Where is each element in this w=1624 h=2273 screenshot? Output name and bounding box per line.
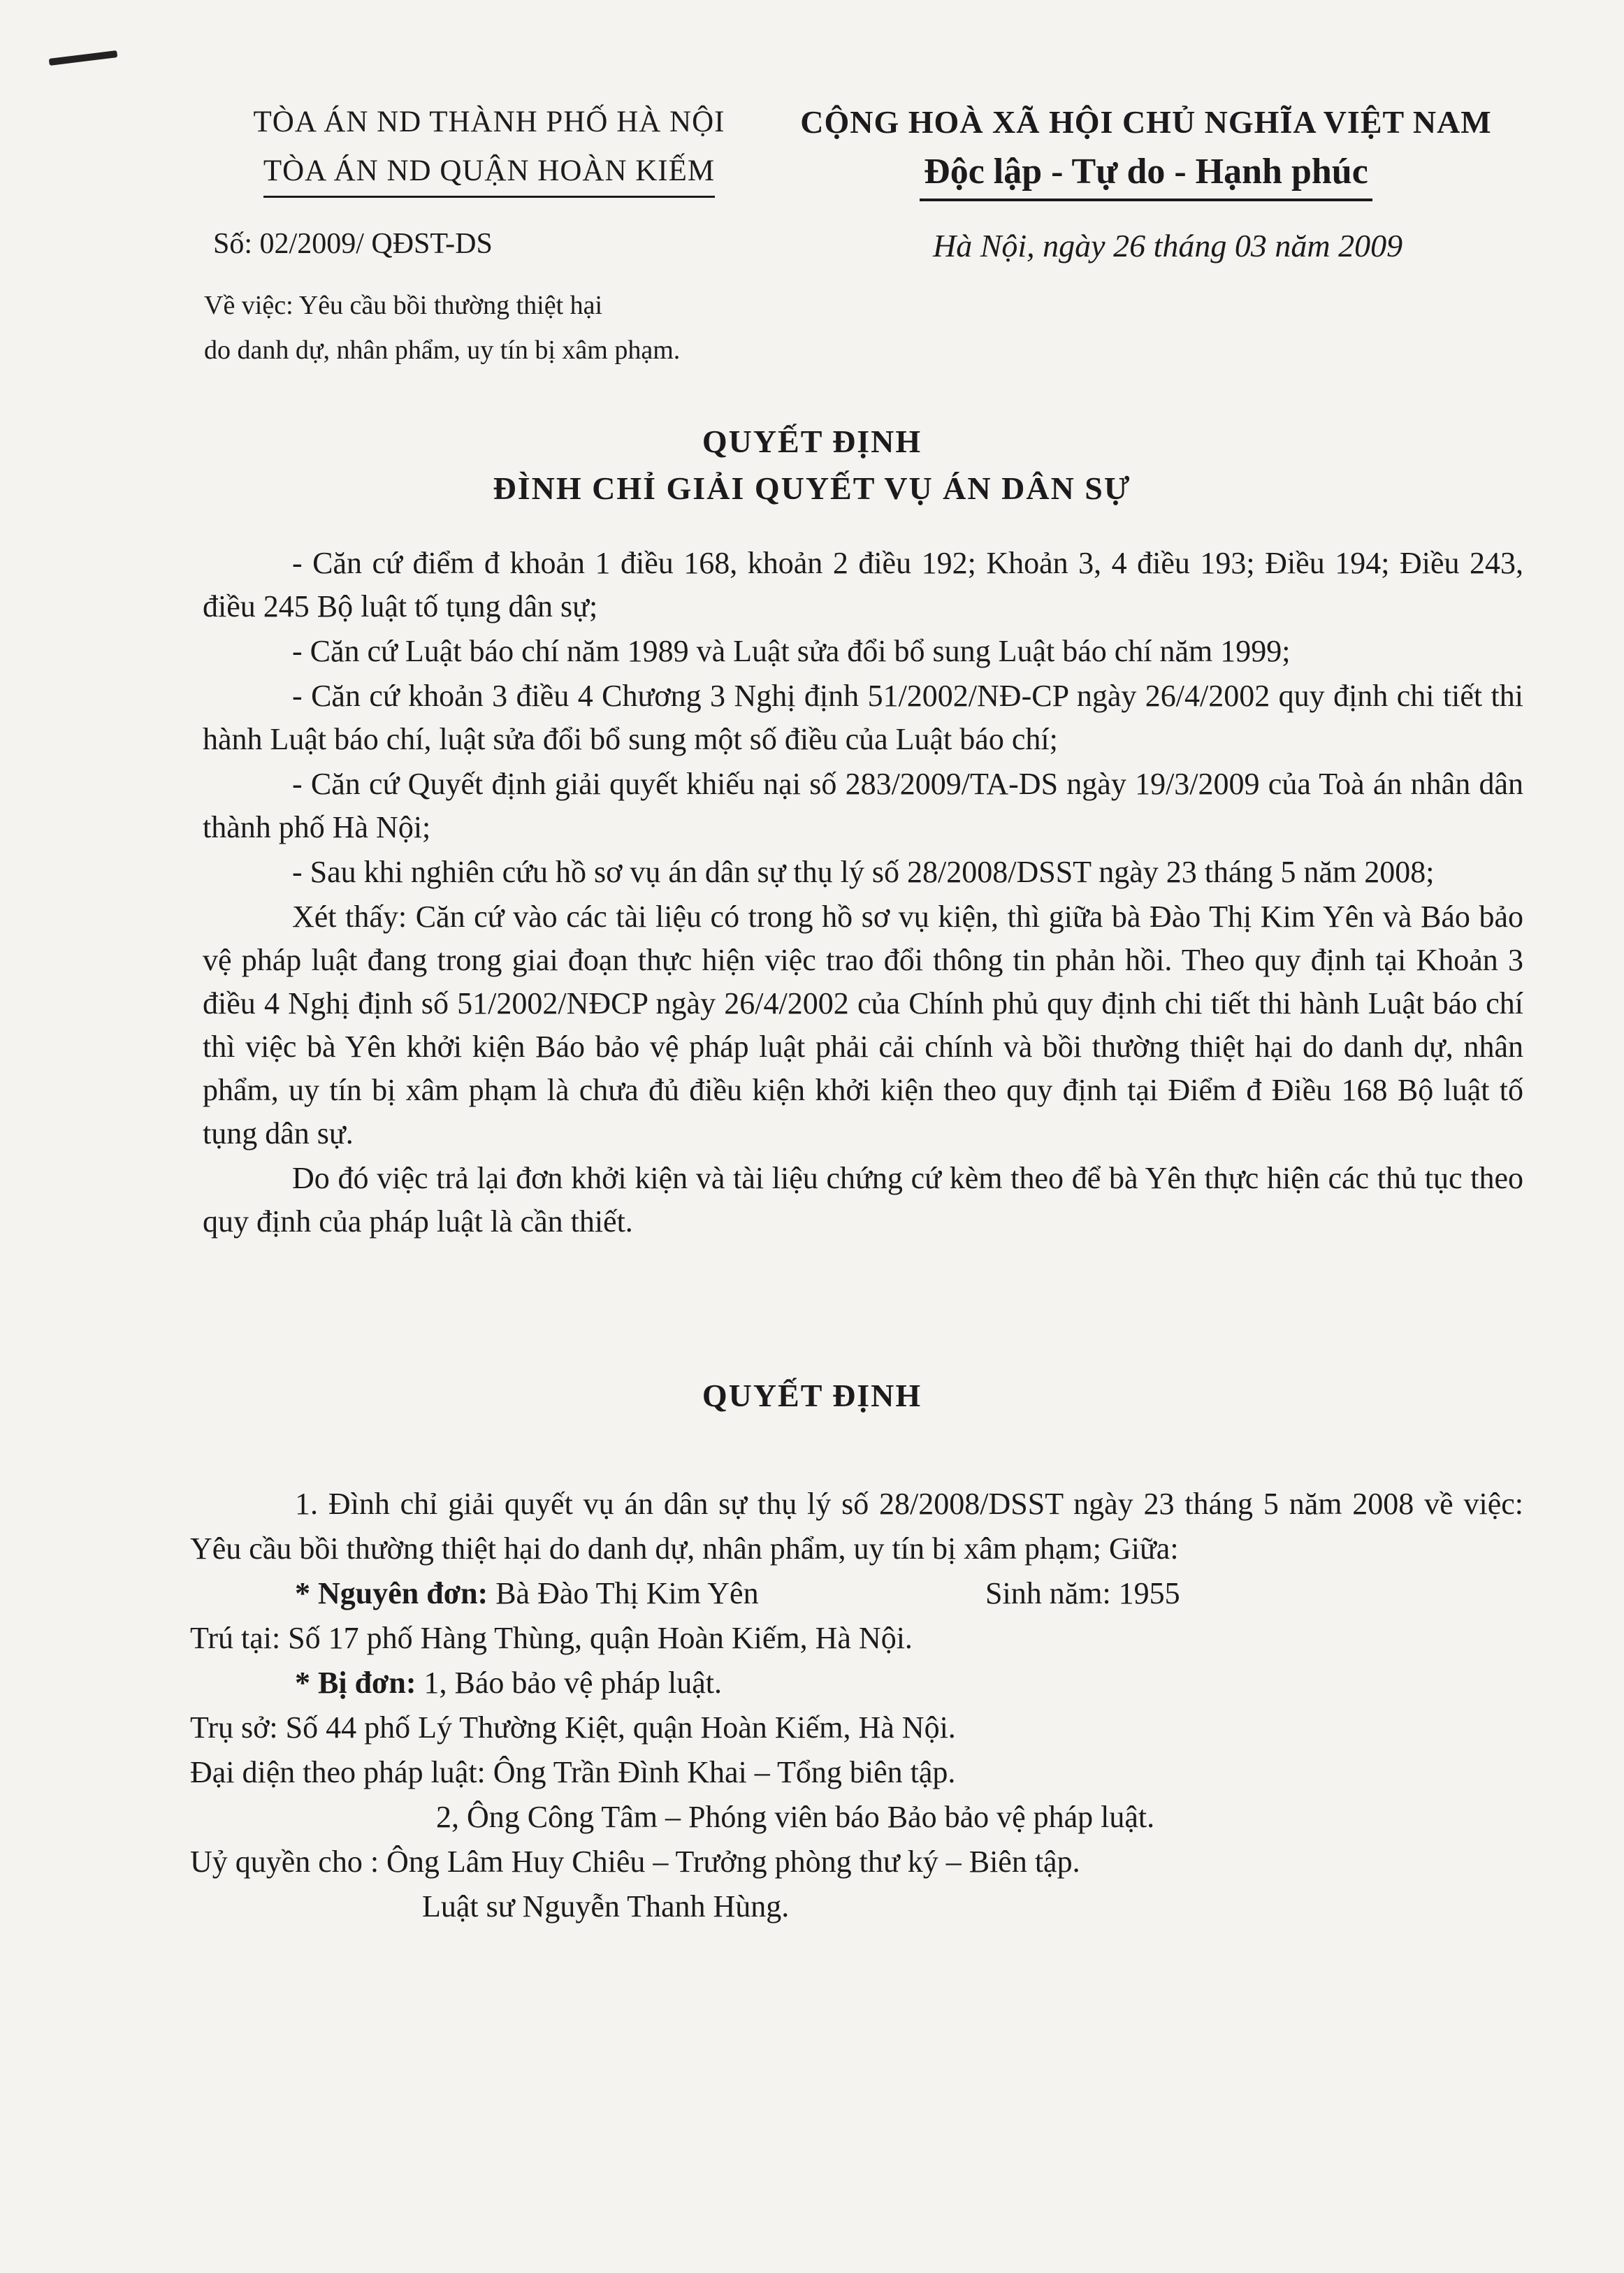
- court-line-1: TÒA ÁN ND THÀNH PHỐ HÀ NỘI: [253, 106, 725, 138]
- plaintiff-birth-year: Sinh năm: 1955: [985, 1576, 1180, 1610]
- defendant-1-office: Trụ sở: Số 44 phố Lý Thường Kiệt, quận Hoàn Kiếm, Hà Nội.: [190, 1710, 956, 1745]
- court-line-2-text: TÒA ÁN ND QUẬN HOÀN KIẾM: [263, 147, 715, 198]
- decision-item-1: 1. Đình chỉ giải quyết vụ án dân sự thụ lý số 28/2008/DSST ngày 23 tháng 5 năm 2008 về việc: Yêu cầu bồi thường thiệt hại do danh dự, nhân phẩm, uy tín bị xâm phạm; Giữa:: [190, 1487, 1523, 1566]
- reference-number: Số: 02/2009/ QĐST-DS: [213, 228, 493, 260]
- basis-paragraph-4: - Căn cứ Quyết định giải quyết khiếu nại số 283/2009/TA-DS ngày 19/3/2009 của Toà án nhân dân thành phố Hà Nội;: [203, 767, 1523, 844]
- document-subtitle: ĐÌNH CHỈ GIẢI QUYẾT VỤ ÁN DÂN SỰ: [493, 470, 1131, 506]
- findings-paragraph: Xét thấy: Căn cứ vào các tài liệu có trong hồ sơ vụ kiện, thì giữa bà Đào Thị Kim Yên và Báo bảo vệ pháp luật đang trong giai đoạn thực hiện việc trao đổi thông tin phản hồi. Theo quy định tại Khoản 3 điều 4 Nghị định số 51/2002/NĐCP ngày 26/4/2002 của Chính phủ quy định chi tiết thi hành Luật báo chí thì việc bà Yên khởi kiện Báo bảo vệ pháp luật phải cải chính và bồi thường thiệt hại do danh dự, nhân phẩm, uy tín bị xâm phạm là chưa đủ điều kiện khởi kiện theo quy định tại Điểm đ Điều 168 Bộ luật tố tụng dân sự.: [203, 900, 1523, 1150]
- document-body: [203, 542, 1523, 1245]
- conclusion-paragraph: Do đó việc trả lại đơn khởi kiện và tài liệu chứng cứ kèm theo để bà Yên thực hiện các thủ tục theo quy định của pháp luật là cần thiết.: [203, 1161, 1523, 1239]
- subject-line-2: do danh dự, nhân phẩm, uy tín bị xâm phạm.: [204, 335, 681, 365]
- subject-line-1: Về việc: Yêu cầu bồi thường thiệt hại: [204, 291, 603, 320]
- decision-body: [190, 1482, 1523, 1929]
- plaintiff-line: [190, 1571, 1523, 1616]
- defendant-2: 2, Ông Công Tâm – Phóng viên báo Bảo bảo vệ pháp luật.: [436, 1800, 1155, 1834]
- plaintiff-name: Bà Đào Thị Kim Yên: [495, 1576, 759, 1610]
- basis-paragraph-5: - Sau khi nghiên cứu hồ sơ vụ án dân sự thụ lý số 28/2008/DSST ngày 23 tháng 5 năm 2008;: [292, 855, 1435, 889]
- pen-mark: [49, 50, 117, 66]
- issue-date: Hà Nội, ngày 26 tháng 03 năm 2009: [933, 228, 1403, 264]
- court-header: [203, 98, 776, 198]
- basis-paragraph-2: - Căn cứ Luật báo chí năm 1989 và Luật sửa đổi bổ sung Luật báo chí năm 1999;: [292, 634, 1291, 668]
- defendant-1: 1, Báo bảo vệ pháp luật.: [423, 1666, 722, 1700]
- basis-paragraph-1: - Căn cứ điểm đ khoản 1 điều 168, khoản 2 điều 192; Khoản 3, 4 điều 193; Điều 194; Điều 243, điều 245 Bộ luật tố tụng dân sự;: [203, 546, 1523, 623]
- defendant-line: [190, 1661, 1523, 1705]
- plaintiff-label: * Nguyên đơn:: [295, 1576, 488, 1610]
- lawyer-line: [190, 1884, 1523, 1929]
- authorized-representative: Uỷ quyền cho : Ông Lâm Huy Chiêu – Trưởng phòng thư ký – Biên tập.: [190, 1845, 1080, 1879]
- basis-paragraph-3: - Căn cứ khoản 3 điều 4 Chương 3 Nghị định 51/2002/NĐ-CP ngày 26/4/2002 quy định chi tiết thi hành Luật báo chí, luật sửa đổi bổ sung một số điều của Luật báo chí;: [203, 679, 1523, 756]
- subject: [204, 283, 680, 373]
- nation-line-2: Độc lập - Tự do - Hạnh phúc: [920, 147, 1372, 201]
- plaintiff-address: Trú tại: Số 17 phố Hàng Thùng, quận Hoàn Kiếm, Hà Nội.: [190, 1621, 913, 1655]
- decision-heading: QUYẾT ĐỊNH: [702, 1378, 922, 1413]
- nation-line-1: CỘNG HOÀ XÃ HỘI CHỦ NGHĨA VIỆT NAM: [800, 104, 1492, 140]
- defendant-label: * Bị đơn:: [295, 1666, 416, 1700]
- court-line-2: [203, 147, 776, 198]
- nation-header: [790, 98, 1502, 201]
- defendant-1-representative: Đại diện theo pháp luật: Ông Trần Đình Khai – Tổng biên tập.: [190, 1755, 956, 1789]
- defendant-2-line: [190, 1795, 1523, 1840]
- document-title: QUYẾT ĐỊNH: [702, 424, 922, 459]
- lawyer-name: Luật sư Nguyễn Thanh Hùng.: [422, 1889, 790, 1924]
